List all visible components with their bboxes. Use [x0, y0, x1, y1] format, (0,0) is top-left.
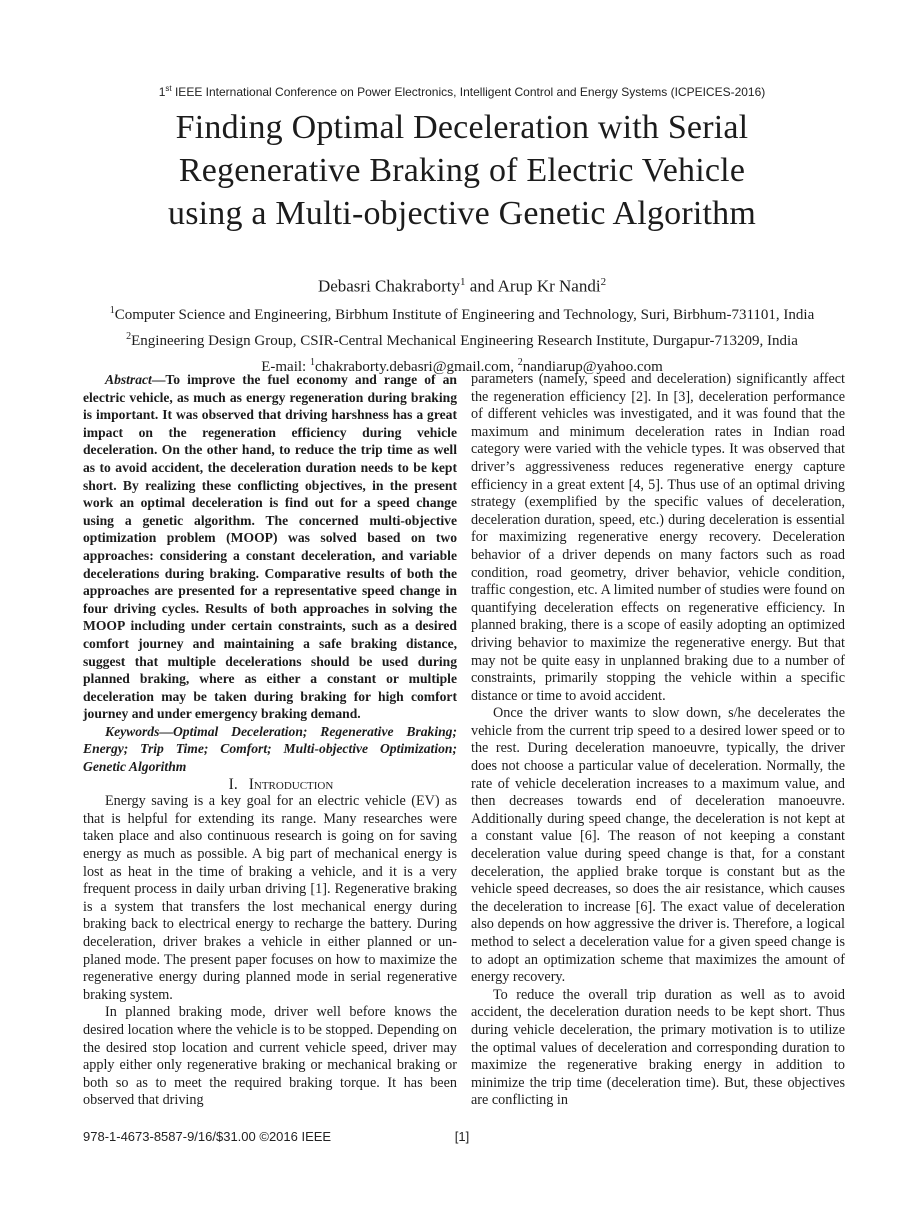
email-2-mark: 2	[517, 356, 523, 368]
copyright-notice: 978-1-4673-8587-9/16/$31.00 ©2016 IEEE	[83, 1129, 332, 1144]
affiliation-line-2	[0, 326, 924, 352]
paper-title-line-1: Finding Optimal Deceleration with Serial	[175, 109, 749, 146]
keywords-label: Keywords	[105, 723, 160, 739]
conference-header-superscript: st	[165, 84, 172, 93]
affiliation-line-1	[0, 300, 924, 326]
abstract-paragraph	[83, 371, 457, 723]
affiliation-2-mark: 2	[126, 330, 132, 342]
author-name-2: Arup Kr Nandi	[497, 276, 601, 296]
section-heading-introduction	[83, 776, 457, 794]
right-column	[471, 371, 845, 1110]
abstract-label: Abstract	[105, 372, 152, 387]
body-paragraph: parameters (namely, speed and deceleration) significantly affect the regeneration efficiency [2]. In [3], deceleration performance of different vehicles was investigated, and it was found that the maximum and minimum deceleration rates in Indian road category were varied with the vehicle types. It was observed that driver’s aggressiveness reduces regenerative energy capture efficiency in a great extent [4, 5]. Thus use of an optimal driving strategy (exemplified by the specific values of deceleration, deceleration duration, speed, etc.) during deceleration is essential for maximizing regenerative energy recovery. Deceleration behavior of a driver depends on many factors such as road condition, road geometry, driver behavior, vehicle condition, traffic congestion, etc. A limited number of studies were found on quantifying deceleration effects on regenerative efficiency. In planned braking, there is a scope of easily adopting an optimized driving behavior to maximize the regenerative energy. But that may not be quite easy in unplanned braking due to a number of constraints, primarily stopping the vehicle within a specific distance or time to avoid accident.	[471, 371, 845, 704]
author-affmark-1: 1	[460, 276, 466, 288]
body-paragraph: In planned braking mode, driver well before knows the desired location where the vehicle is to be stopped. Depending on the desired stop location and current vehicle speed, driver may apply either only regenerative braking or mechanical braking or both so as to meet the required braking torque. It has been observed that driving	[83, 1004, 457, 1109]
affiliation-2-text: Engineering Design Group, CSIR-Central Mechanical Engineering Research Institute, Durgapur-713209, India	[131, 332, 798, 349]
conference-header-prefix: 1	[158, 85, 166, 99]
author-name-1: Debasri Chakraborty	[317, 276, 461, 296]
body-paragraph: Energy saving is a key goal for an electric vehicle (EV) as that is helpful for extending its range. Many researches were taken place and also continuous research is going on for saving energy as much as possible. A big part of mechanical energy is lost as heat in the time of braking a vehicle, and it is a very frequent process in daily urban driving [1]. Regenerative braking is a system that transfers the lost mechanical energy during braking back to electrical energy to recharge the battery. During deceleration, driver brakes a vehicle in either planned or un-planed mode. The present paper focuses on how to maximize the regenerative energy during planned mode in serial regenerative braking system.	[83, 793, 457, 1003]
email-1-mark: 1	[309, 356, 315, 368]
email-label: E-mail:	[261, 358, 310, 375]
authors-block	[0, 269, 924, 378]
section-title: Introduction	[248, 775, 334, 793]
paper-title-line-3: using a Multi-objective Genetic Algorithm	[168, 195, 756, 232]
conference-header	[0, 84, 924, 99]
paper-title-line-2: Regenerative Braking of Electric Vehicle	[178, 152, 746, 189]
page-number: [1]	[454, 1129, 470, 1144]
keywords-paragraph	[83, 723, 457, 776]
conference-header-text: IEEE International Conference on Power Electronics, Intelligent Control and Energy Systems (ICPEICES-2016)	[171, 85, 766, 99]
body-paragraph: To reduce the overall trip duration as well as to avoid accident, the deceleration duration needs to be kept short. Thus during vehicle deceleration, the primary motivation is to utilize the optimal values of deceleration and corresponding duration to maximize the regenerative braking energy in addition to minimize the trip time (deceleration time). But, these objectives are conflicting in	[471, 986, 845, 1109]
affiliation-1-mark: 1	[109, 304, 115, 316]
email-address-1: chakraborty.debasri@gmail.com,	[314, 358, 518, 375]
affiliation-1-text: Computer Science and Engineering, Birbhum Institute of Engineering and Technology, Suri, Birbhum-731101, India	[114, 306, 815, 323]
keywords-text: —Optimal Deceleration; Regenerative Braking; Energy; Trip Time; Comfort; Multi-objective Optimization; Genetic Algorithm	[83, 723, 457, 775]
section-number: I.	[228, 775, 238, 793]
authors-line	[0, 269, 924, 300]
body-paragraph: Once the driver wants to slow down, s/he decelerates the vehicle from the current trip speed to a desired lower speed or to the rest. During deceleration manoeuvre, typically, the driver does not choose a particular value of deceleration. Normally, the rate of vehicle deceleration increases to a maximum value, and then decreases towards end of deceleration manoeuvre. Additionally during speed change, the deceleration is not kept at a constant value [6]. The reason of not keeping a constant deceleration value during speed change is that, for a constant deceleration, the applied brake torque is constant but as the vehicle speed decreases, so does the air resistance, which causes the deceleration to increase [6]. The exact value of deceleration also depends on how aggressive the driver is. Therefore, a logical method to select a deceleration value for a given speed change is to adopt an optimization scheme that maximizes the amount of energy recovery.	[471, 705, 845, 986]
page-footer	[83, 1129, 845, 1144]
authors-connector: and	[465, 276, 498, 296]
abstract-text: —To improve the fuel economy and range of an electric vehicle, as much as energy regeneration during braking is important. It was observed that driving harshness has a great impact on the regeneration efficiency during vehicle deceleration. On the other hand, to reduce the trip time as well as to avoid accident, the deceleration duration needs to be kept short. By realizing these conflicting objectives, in the present work an optimal deceleration is find out for a speed change using a genetic algorithm. The concerned multi-objective optimization problem (MOOP) was solved based on two approaches: considering a constant deceleration, and variable decelerations during braking. Comparative results of both the approaches are presented for a representative speed change in four driving cycles. Results of both approaches in solving the MOOP including under certain constraints, such as a desired comfort journey and maintaining a safe braking distance, suggest that multiple decelerations should be used during planned braking, where as either a constant or multiple deceleration may be taken during braking for high comfort journey and under emergency braking demand.	[83, 372, 457, 722]
body-columns	[83, 371, 845, 1110]
paper-title	[0, 106, 924, 235]
email-address-2: nandiarup@yahoo.com	[522, 358, 663, 375]
author-affmark-2: 2	[600, 276, 607, 288]
left-column	[83, 371, 457, 1110]
